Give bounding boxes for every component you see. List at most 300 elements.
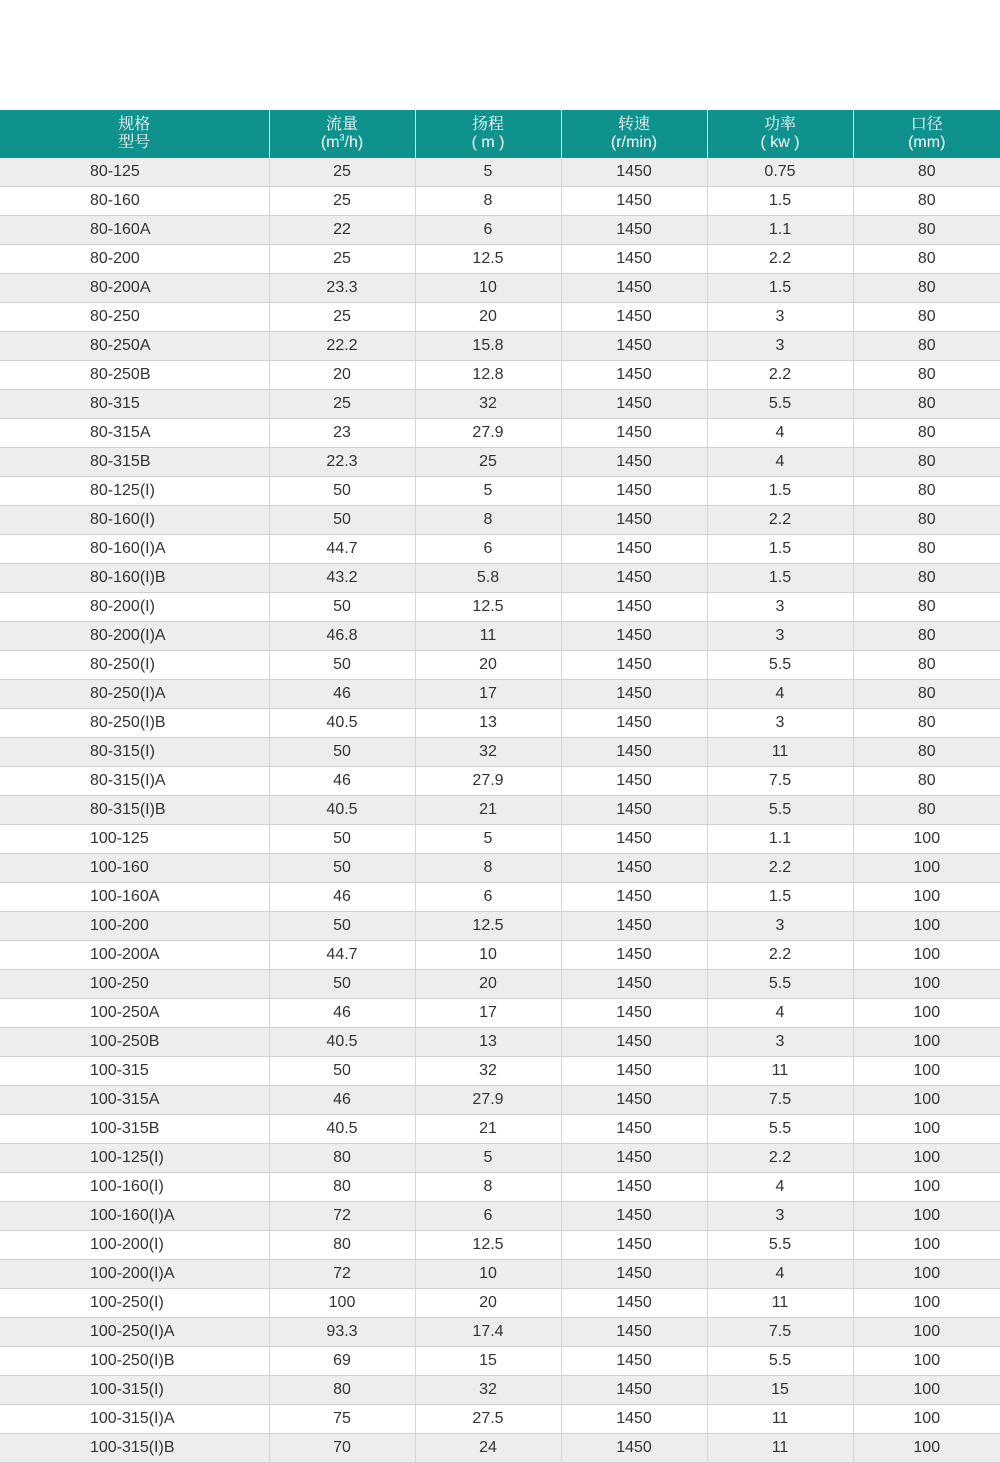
cell-speed: 1450 <box>561 999 707 1028</box>
cell-model: 100-315(I)A <box>0 1405 269 1434</box>
table-row <box>0 651 1000 680</box>
cell-diameter: 80 <box>853 187 1000 216</box>
cell-head: 21 <box>415 1115 561 1144</box>
header-row <box>0 110 1000 158</box>
cell-power: 4 <box>707 1173 853 1202</box>
cell-power: 7.5 <box>707 1086 853 1115</box>
table-row <box>0 1115 1000 1144</box>
cell-head: 17 <box>415 680 561 709</box>
cell-flow: 80 <box>269 1173 415 1202</box>
cell-speed: 1450 <box>561 1434 707 1463</box>
cell-speed: 1450 <box>561 1405 707 1434</box>
cell-flow: 50 <box>269 738 415 767</box>
cell-head: 20 <box>415 970 561 999</box>
cell-model: 80-315B <box>0 448 269 477</box>
cell-head: 5 <box>415 477 561 506</box>
cell-diameter: 100 <box>853 1376 1000 1405</box>
cell-diameter: 80 <box>853 535 1000 564</box>
table-row <box>0 1231 1000 1260</box>
cell-power: 4 <box>707 999 853 1028</box>
cell-speed: 1450 <box>561 1057 707 1086</box>
cell-speed: 1450 <box>561 419 707 448</box>
table-row <box>0 564 1000 593</box>
cell-diameter: 80 <box>853 245 1000 274</box>
cell-speed: 1450 <box>561 1144 707 1173</box>
table-row <box>0 1202 1000 1231</box>
cell-speed: 1450 <box>561 593 707 622</box>
cell-diameter: 100 <box>853 1289 1000 1318</box>
cell-power: 11 <box>707 738 853 767</box>
cell-head: 6 <box>415 1202 561 1231</box>
cell-speed: 1450 <box>561 1231 707 1260</box>
cell-power: 7.5 <box>707 767 853 796</box>
cell-speed: 1450 <box>561 622 707 651</box>
cell-flow: 80 <box>269 1231 415 1260</box>
cell-head: 15 <box>415 1347 561 1376</box>
cell-speed: 1450 <box>561 883 707 912</box>
table-row <box>0 680 1000 709</box>
cell-flow: 40.5 <box>269 1028 415 1057</box>
cell-flow: 50 <box>269 970 415 999</box>
cell-flow: 70 <box>269 1434 415 1463</box>
cell-power: 3 <box>707 332 853 361</box>
cell-head: 25 <box>415 448 561 477</box>
cell-head: 5 <box>415 1144 561 1173</box>
cell-model: 80-125(I) <box>0 477 269 506</box>
cell-diameter: 80 <box>853 796 1000 825</box>
cell-flow: 40.5 <box>269 1115 415 1144</box>
cell-flow: 25 <box>269 158 415 187</box>
table-row <box>0 593 1000 622</box>
cell-model: 80-250(I)A <box>0 680 269 709</box>
cell-speed: 1450 <box>561 274 707 303</box>
cell-flow: 100 <box>269 1289 415 1318</box>
table-row <box>0 390 1000 419</box>
cell-head: 27.5 <box>415 1405 561 1434</box>
cell-diameter: 80 <box>853 651 1000 680</box>
cell-model: 80-250A <box>0 332 269 361</box>
cell-power: 1.5 <box>707 883 853 912</box>
cell-flow: 80 <box>269 1144 415 1173</box>
header-flow-unit-pre: (m <box>321 134 340 151</box>
cell-diameter: 100 <box>853 912 1000 941</box>
cell-flow: 44.7 <box>269 535 415 564</box>
table-row <box>0 1144 1000 1173</box>
header-head-line2: ( m ) <box>416 134 561 152</box>
cell-diameter: 80 <box>853 419 1000 448</box>
cell-speed: 1450 <box>561 1318 707 1347</box>
cell-flow: 93.3 <box>269 1318 415 1347</box>
cell-power: 5.5 <box>707 651 853 680</box>
cell-power: 1.5 <box>707 535 853 564</box>
cell-head: 12.8 <box>415 361 561 390</box>
cell-power: 5.5 <box>707 1347 853 1376</box>
cell-head: 21 <box>415 796 561 825</box>
cell-model: 100-315(I)B <box>0 1434 269 1463</box>
cell-flow: 50 <box>269 593 415 622</box>
table-row <box>0 622 1000 651</box>
cell-model: 100-160(I) <box>0 1173 269 1202</box>
cell-model: 100-200(I)A <box>0 1260 269 1289</box>
cell-speed: 1450 <box>561 854 707 883</box>
cell-flow: 25 <box>269 303 415 332</box>
cell-power: 1.5 <box>707 564 853 593</box>
cell-speed: 1450 <box>561 738 707 767</box>
cell-speed: 1450 <box>561 1376 707 1405</box>
cell-speed: 1450 <box>561 477 707 506</box>
cell-model: 80-315 <box>0 390 269 419</box>
cell-flow: 20 <box>269 361 415 390</box>
table-row <box>0 158 1000 187</box>
table-row <box>0 738 1000 767</box>
cell-head: 27.9 <box>415 419 561 448</box>
cell-model: 80-315(I) <box>0 738 269 767</box>
cell-speed: 1450 <box>561 825 707 854</box>
table-row <box>0 767 1000 796</box>
cell-model: 80-315A <box>0 419 269 448</box>
cell-model: 100-160 <box>0 854 269 883</box>
cell-diameter: 80 <box>853 593 1000 622</box>
cell-model: 80-200(I)A <box>0 622 269 651</box>
cell-flow: 72 <box>269 1260 415 1289</box>
cell-head: 6 <box>415 883 561 912</box>
cell-speed: 1450 <box>561 390 707 419</box>
cell-speed: 1450 <box>561 1086 707 1115</box>
cell-head: 12.5 <box>415 593 561 622</box>
cell-flow: 50 <box>269 912 415 941</box>
cell-head: 6 <box>415 216 561 245</box>
cell-model: 80-125 <box>0 158 269 187</box>
cell-flow: 46 <box>269 767 415 796</box>
cell-speed: 1450 <box>561 187 707 216</box>
cell-power: 2.2 <box>707 941 853 970</box>
table-row <box>0 1289 1000 1318</box>
cell-head: 6 <box>415 535 561 564</box>
header-flow-line2 <box>270 134 415 152</box>
cell-diameter: 80 <box>853 622 1000 651</box>
cell-model: 100-160(I)A <box>0 1202 269 1231</box>
header-model-line2: 型号 <box>0 134 269 152</box>
cell-head: 27.9 <box>415 767 561 796</box>
cell-diameter: 80 <box>853 303 1000 332</box>
table-row <box>0 274 1000 303</box>
cell-diameter: 80 <box>853 216 1000 245</box>
table-row <box>0 448 1000 477</box>
cell-power: 5.5 <box>707 970 853 999</box>
cell-diameter: 100 <box>853 941 1000 970</box>
table-row <box>0 1028 1000 1057</box>
cell-head: 32 <box>415 390 561 419</box>
cell-power: 3 <box>707 1202 853 1231</box>
cell-model: 100-200A <box>0 941 269 970</box>
cell-diameter: 100 <box>853 1028 1000 1057</box>
cell-power: 7.5 <box>707 1318 853 1347</box>
cell-power: 4 <box>707 419 853 448</box>
cell-flow: 69 <box>269 1347 415 1376</box>
cell-flow: 50 <box>269 1057 415 1086</box>
cell-model: 80-160(I) <box>0 506 269 535</box>
cell-model: 100-160A <box>0 883 269 912</box>
cell-model: 100-200 <box>0 912 269 941</box>
header-diameter-line1: 口径 <box>854 116 1000 134</box>
table-row <box>0 419 1000 448</box>
cell-diameter: 100 <box>853 999 1000 1028</box>
header-diameter <box>853 110 1000 158</box>
header-power-line1: 功率 <box>708 116 853 134</box>
cell-speed: 1450 <box>561 564 707 593</box>
cell-flow: 50 <box>269 477 415 506</box>
cell-power: 3 <box>707 912 853 941</box>
cell-diameter: 80 <box>853 274 1000 303</box>
cell-model: 100-250(I)B <box>0 1347 269 1376</box>
cell-diameter: 80 <box>853 564 1000 593</box>
cell-speed: 1450 <box>561 1115 707 1144</box>
cell-speed: 1450 <box>561 245 707 274</box>
cell-model: 80-160(I)B <box>0 564 269 593</box>
cell-flow: 40.5 <box>269 796 415 825</box>
cell-power: 0.75 <box>707 158 853 187</box>
table-row <box>0 1260 1000 1289</box>
cell-diameter: 100 <box>853 1231 1000 1260</box>
cell-flow: 25 <box>269 187 415 216</box>
cell-flow: 50 <box>269 506 415 535</box>
cell-head: 17.4 <box>415 1318 561 1347</box>
cell-diameter: 80 <box>853 767 1000 796</box>
table-row <box>0 361 1000 390</box>
table-row <box>0 187 1000 216</box>
cell-diameter: 80 <box>853 709 1000 738</box>
cell-head: 17 <box>415 999 561 1028</box>
cell-power: 4 <box>707 1260 853 1289</box>
table-row <box>0 825 1000 854</box>
cell-model: 80-160 <box>0 187 269 216</box>
pump-spec-table <box>0 110 1000 1463</box>
cell-flow: 75 <box>269 1405 415 1434</box>
header-flow <box>269 110 415 158</box>
cell-diameter: 100 <box>853 1144 1000 1173</box>
cell-speed: 1450 <box>561 361 707 390</box>
table-row <box>0 941 1000 970</box>
cell-power: 11 <box>707 1057 853 1086</box>
cell-flow: 22.3 <box>269 448 415 477</box>
cell-diameter: 100 <box>853 1434 1000 1463</box>
cell-diameter: 100 <box>853 1202 1000 1231</box>
cell-diameter: 80 <box>853 390 1000 419</box>
cell-head: 12.5 <box>415 1231 561 1260</box>
cell-power: 1.5 <box>707 477 853 506</box>
cell-speed: 1450 <box>561 680 707 709</box>
cell-power: 5.5 <box>707 796 853 825</box>
table-row <box>0 1173 1000 1202</box>
cell-head: 13 <box>415 1028 561 1057</box>
cell-power: 11 <box>707 1289 853 1318</box>
cell-speed: 1450 <box>561 1202 707 1231</box>
table-row <box>0 999 1000 1028</box>
cell-speed: 1450 <box>561 332 707 361</box>
cell-model: 80-250 <box>0 303 269 332</box>
cell-model: 100-315B <box>0 1115 269 1144</box>
table-row <box>0 1376 1000 1405</box>
cell-diameter: 100 <box>853 1115 1000 1144</box>
cell-speed: 1450 <box>561 506 707 535</box>
cell-head: 5 <box>415 158 561 187</box>
cell-model: 80-315(I)B <box>0 796 269 825</box>
cell-head: 27.9 <box>415 1086 561 1115</box>
cell-model: 80-200 <box>0 245 269 274</box>
header-flow-unit-post: /h) <box>345 134 364 151</box>
table-row <box>0 216 1000 245</box>
cell-model: 100-125 <box>0 825 269 854</box>
cell-speed: 1450 <box>561 303 707 332</box>
cell-power: 5.5 <box>707 1115 853 1144</box>
cell-flow: 23.3 <box>269 274 415 303</box>
cell-speed: 1450 <box>561 535 707 564</box>
cell-diameter: 100 <box>853 854 1000 883</box>
cell-head: 32 <box>415 738 561 767</box>
cell-head: 8 <box>415 854 561 883</box>
cell-speed: 1450 <box>561 1173 707 1202</box>
header-flow-line1: 流量 <box>270 116 415 134</box>
cell-head: 10 <box>415 1260 561 1289</box>
cell-head: 10 <box>415 941 561 970</box>
cell-head: 5 <box>415 825 561 854</box>
cell-power: 1.1 <box>707 825 853 854</box>
table-row <box>0 1405 1000 1434</box>
cell-power: 5.5 <box>707 390 853 419</box>
cell-head: 8 <box>415 1173 561 1202</box>
cell-power: 3 <box>707 709 853 738</box>
cell-power: 1.5 <box>707 274 853 303</box>
cell-power: 11 <box>707 1405 853 1434</box>
table-row <box>0 883 1000 912</box>
cell-speed: 1450 <box>561 912 707 941</box>
cell-power: 3 <box>707 593 853 622</box>
table-row <box>0 535 1000 564</box>
cell-power: 15 <box>707 1376 853 1405</box>
table-row <box>0 854 1000 883</box>
cell-diameter: 80 <box>853 506 1000 535</box>
cell-diameter: 80 <box>853 680 1000 709</box>
cell-model: 100-125(I) <box>0 1144 269 1173</box>
table-row <box>0 1347 1000 1376</box>
table-row <box>0 332 1000 361</box>
cell-model: 100-250 <box>0 970 269 999</box>
cell-head: 13 <box>415 709 561 738</box>
cell-head: 5.8 <box>415 564 561 593</box>
cell-head: 11 <box>415 622 561 651</box>
cell-flow: 46.8 <box>269 622 415 651</box>
cell-head: 32 <box>415 1376 561 1405</box>
cell-speed: 1450 <box>561 158 707 187</box>
cell-head: 12.5 <box>415 245 561 274</box>
cell-flow: 50 <box>269 651 415 680</box>
cell-head: 15.8 <box>415 332 561 361</box>
table-row <box>0 1318 1000 1347</box>
cell-model: 80-200A <box>0 274 269 303</box>
cell-power: 11 <box>707 1434 853 1463</box>
cell-power: 2.2 <box>707 1144 853 1173</box>
cell-diameter: 100 <box>853 825 1000 854</box>
cell-flow: 50 <box>269 854 415 883</box>
cell-flow: 46 <box>269 1086 415 1115</box>
cell-diameter: 100 <box>853 1318 1000 1347</box>
header-speed-line1: 转速 <box>562 116 707 134</box>
cell-power: 3 <box>707 303 853 332</box>
cell-flow: 46 <box>269 883 415 912</box>
cell-flow: 50 <box>269 825 415 854</box>
cell-speed: 1450 <box>561 767 707 796</box>
cell-power: 2.2 <box>707 506 853 535</box>
table-header <box>0 110 1000 158</box>
cell-diameter: 100 <box>853 1260 1000 1289</box>
cell-diameter: 80 <box>853 448 1000 477</box>
cell-head: 32 <box>415 1057 561 1086</box>
table-row <box>0 796 1000 825</box>
cell-head: 24 <box>415 1434 561 1463</box>
cell-flow: 80 <box>269 1376 415 1405</box>
cell-model: 100-315(I) <box>0 1376 269 1405</box>
header-flow-unit-sup: 3 <box>339 133 344 143</box>
header-power <box>707 110 853 158</box>
cell-diameter: 100 <box>853 1086 1000 1115</box>
cell-power: 2.2 <box>707 854 853 883</box>
cell-model: 100-250(I) <box>0 1289 269 1318</box>
cell-power: 4 <box>707 680 853 709</box>
cell-model: 100-200(I) <box>0 1231 269 1260</box>
cell-model: 100-250A <box>0 999 269 1028</box>
table-body <box>0 158 1000 1463</box>
cell-flow: 72 <box>269 1202 415 1231</box>
cell-speed: 1450 <box>561 1260 707 1289</box>
cell-flow: 22.2 <box>269 332 415 361</box>
table-row <box>0 1057 1000 1086</box>
cell-diameter: 80 <box>853 361 1000 390</box>
cell-model: 80-160(I)A <box>0 535 269 564</box>
cell-power: 3 <box>707 1028 853 1057</box>
cell-model: 100-250B <box>0 1028 269 1057</box>
cell-diameter: 80 <box>853 158 1000 187</box>
cell-flow: 44.7 <box>269 941 415 970</box>
cell-flow: 46 <box>269 680 415 709</box>
table-row <box>0 1434 1000 1463</box>
cell-model: 100-250(I)A <box>0 1318 269 1347</box>
cell-diameter: 100 <box>853 1173 1000 1202</box>
header-power-line2: ( kw ) <box>708 134 853 152</box>
table-row <box>0 303 1000 332</box>
cell-diameter: 100 <box>853 970 1000 999</box>
cell-speed: 1450 <box>561 970 707 999</box>
cell-model: 80-250(I) <box>0 651 269 680</box>
cell-speed: 1450 <box>561 216 707 245</box>
table-row <box>0 709 1000 738</box>
cell-model: 80-250B <box>0 361 269 390</box>
header-model-line1: 规格 <box>0 116 269 134</box>
cell-flow: 46 <box>269 999 415 1028</box>
cell-flow: 25 <box>269 245 415 274</box>
cell-speed: 1450 <box>561 709 707 738</box>
cell-diameter: 100 <box>853 1347 1000 1376</box>
cell-power: 1.5 <box>707 187 853 216</box>
cell-speed: 1450 <box>561 941 707 970</box>
cell-model: 80-200(I) <box>0 593 269 622</box>
header-head-line1: 扬程 <box>416 116 561 134</box>
cell-diameter: 80 <box>853 332 1000 361</box>
cell-speed: 1450 <box>561 1028 707 1057</box>
cell-head: 8 <box>415 506 561 535</box>
header-head <box>415 110 561 158</box>
cell-speed: 1450 <box>561 448 707 477</box>
table-row <box>0 245 1000 274</box>
